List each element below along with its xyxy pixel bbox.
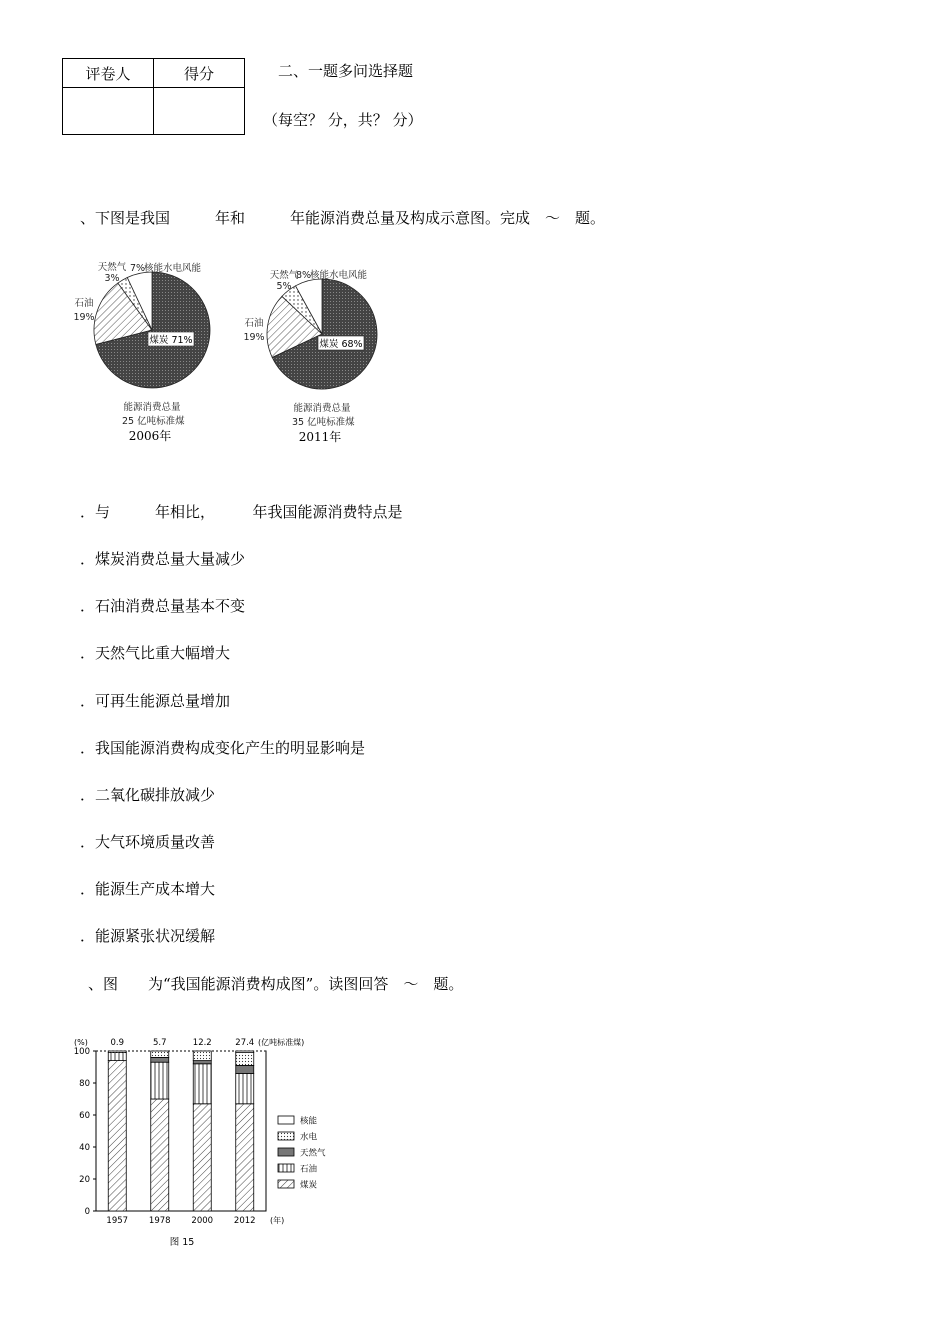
legend-label-4: 煤炭 <box>300 1180 318 1191</box>
pie-2011-gas-pct: 5% <box>276 281 292 292</box>
grader-header: 评卷人 <box>63 59 154 88</box>
q2-option-a: ．二氧化碳排放减少 <box>80 786 216 804</box>
q1-option-c: ．天然气比重大幅增大 <box>80 644 231 662</box>
question-3-intro: 、图 为“我国能源消费构成图”。读图回答 ～ 题。 <box>88 975 464 993</box>
pie-2011-ren-pct: 8% <box>296 270 312 281</box>
y-axis-label: (%) <box>74 1038 88 1047</box>
q1-option-b: ．石油消费总量基本不变 <box>80 597 246 615</box>
bar-total-1978: 5.7 <box>152 1038 167 1048</box>
legend-label-2: 天然气 <box>300 1148 326 1159</box>
score-header: 得分 <box>154 59 245 88</box>
pie-2006-oil-name: 石油 <box>74 298 94 309</box>
pie-2006-coal-label: 煤炭 71% <box>149 335 193 346</box>
bar-2012-seg-2 <box>236 1065 254 1073</box>
pie-2011-ren-name: 核能水电风能 <box>310 270 368 281</box>
y-tick-label-100: 100 <box>73 1047 90 1057</box>
pie-2006-oil-pct: 19% <box>73 312 95 323</box>
bar-2012-seg-0 <box>236 1104 254 1211</box>
pie-2011-total-value: 35 亿吨标准煤 <box>292 417 355 428</box>
bar-1978-seg-3 <box>151 1051 169 1057</box>
energy-structure-bar-chart <box>70 1030 370 1255</box>
q1-stem: ．与 年相比， 年我国能源消费特点是 <box>80 503 403 521</box>
x-axis-label: (年) <box>270 1216 285 1225</box>
pie-2006-ren-pct: 7% <box>130 263 146 274</box>
pie-2006-caption: 2006年 <box>128 429 172 443</box>
bar-1978-seg-2 <box>151 1057 169 1062</box>
section-subtitle: （每空？ 分，共？ 分） <box>263 111 423 129</box>
pie-2011-oil-pct: 19% <box>243 332 265 343</box>
bar-1957-seg-1 <box>108 1053 126 1061</box>
pie-2011-coal-label: 煤炭 68% <box>319 339 363 350</box>
top-unit-label: (亿吨标准煤) <box>258 1038 305 1047</box>
q1-option-d: ．可再生能源总量增加 <box>80 692 231 710</box>
q2-option-b: ．大气环境质量改善 <box>80 833 216 851</box>
y-tick-label-80: 80 <box>79 1079 90 1089</box>
x-tick-label-1957: 1957 <box>106 1216 129 1226</box>
legend-label-1: 水电 <box>300 1132 318 1143</box>
legend-swatch-4 <box>278 1180 294 1188</box>
pie-2011-caption: 2011年 <box>298 430 342 444</box>
bar-total-1957: 0.9 <box>110 1038 125 1048</box>
bar-1957-seg-0 <box>108 1061 126 1211</box>
x-tick-label-2000: 2000 <box>191 1216 214 1226</box>
bar-1978-seg-0 <box>151 1099 169 1211</box>
x-tick-label-1978: 1978 <box>148 1216 171 1226</box>
bar-2000-seg-2 <box>193 1061 211 1064</box>
bar-2000-seg-0 <box>193 1104 211 1211</box>
bar-chart-title: 图 15 <box>169 1237 195 1248</box>
bar-1978-seg-1 <box>151 1062 169 1099</box>
grader-cell[interactable] <box>63 88 154 135</box>
legend-label-0: 核能 <box>300 1116 318 1127</box>
bar-1957-seg-3 <box>108 1051 126 1053</box>
x-tick-label-2012: 2012 <box>233 1216 256 1226</box>
q2-option-c: ．能源生产成本增大 <box>80 880 216 898</box>
section-title: 二、一题多问选择题 <box>278 62 414 80</box>
legend-swatch-2 <box>278 1148 294 1156</box>
legend-swatch-0 <box>278 1116 294 1124</box>
y-tick-label-0: 0 <box>84 1207 90 1217</box>
pie-2011-total-label: 能源消费总量 <box>293 403 351 414</box>
legend-swatch-3 <box>278 1164 294 1172</box>
legend-label-3: 石油 <box>300 1164 318 1175</box>
pie-2011-gas-name: 天然气 <box>269 270 299 281</box>
pie-2006-total-value: 25 亿吨标准煤 <box>122 416 185 427</box>
score-cell[interactable] <box>154 88 245 135</box>
q2-option-d: ．能源紧张状况缓解 <box>80 927 216 945</box>
question-1-intro: 、下图是我国 年和 年能源消费总量及构成示意图。完成 ～ 题。 <box>80 209 606 227</box>
y-tick-label-40: 40 <box>79 1143 90 1153</box>
bar-total-2012: 27.4 <box>235 1038 255 1048</box>
score-table <box>62 58 245 135</box>
bar-2012-seg-1 <box>236 1073 254 1103</box>
y-tick-label-20: 20 <box>79 1175 90 1185</box>
pie-2011-oil-name: 石油 <box>244 318 264 329</box>
bar-total-2000: 12.2 <box>192 1038 212 1048</box>
bar-2012-seg-3 <box>236 1053 254 1066</box>
pie-2006-gas-name: 天然气 <box>97 262 127 273</box>
y-tick-label-60: 60 <box>79 1111 90 1121</box>
pie-chart-2011 <box>243 269 377 444</box>
pie-2006-total-label: 能源消费总量 <box>123 402 181 413</box>
q2-stem: ．我国能源消费构成变化产生的明显影响是 <box>80 739 366 757</box>
q1-option-a: ．煤炭消费总量大量减少 <box>80 550 246 568</box>
bar-2012-seg-4 <box>236 1051 254 1053</box>
pie-2006-ren-name: 核能水电风能 <box>144 263 202 274</box>
pie-charts-figure <box>60 250 400 450</box>
legend-swatch-1 <box>278 1132 294 1140</box>
bar-2000-seg-3 <box>193 1051 211 1061</box>
pie-2006-gas-pct: 3% <box>104 273 120 284</box>
bar-2000-seg-1 <box>193 1064 211 1104</box>
pie-chart-2006 <box>73 261 210 443</box>
